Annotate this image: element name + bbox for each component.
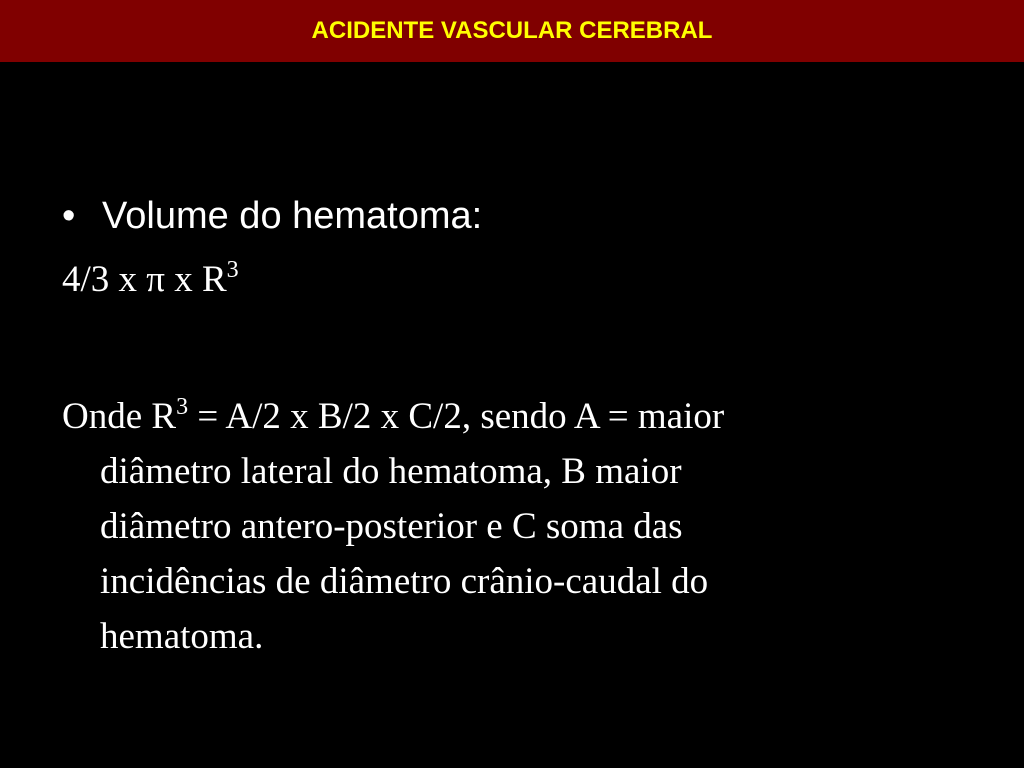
bullet-icon: •: [62, 195, 76, 237]
explanation-prefix: Onde R: [62, 396, 177, 437]
explanation-line-3: diâmetro antero-posterior e C soma das: [100, 506, 683, 547]
slide-title: ACIDENTE VASCULAR CEREBRAL: [311, 17, 713, 44]
explanation-line-5: hematoma.: [100, 616, 264, 657]
explanation-line-2: diâmetro lateral do hematoma, B maior: [100, 451, 682, 492]
explanation-first-line-rest: = A/2 x B/2 x C/2, sendo A = maior: [188, 396, 725, 437]
explanation-line-1: [62, 389, 962, 444]
bullet-text: Volume do hematoma:: [102, 195, 483, 237]
explanation-line-4: incidências de diâmetro crânio-caudal do: [100, 561, 709, 602]
formula-text: 4/3 x π x R: [62, 259, 227, 300]
bullet-item: [62, 194, 482, 238]
volume-formula: [62, 258, 239, 302]
explanation-exponent: 3: [176, 394, 189, 420]
formula-exponent: 3: [226, 257, 239, 283]
formula-explanation: [62, 389, 962, 664]
